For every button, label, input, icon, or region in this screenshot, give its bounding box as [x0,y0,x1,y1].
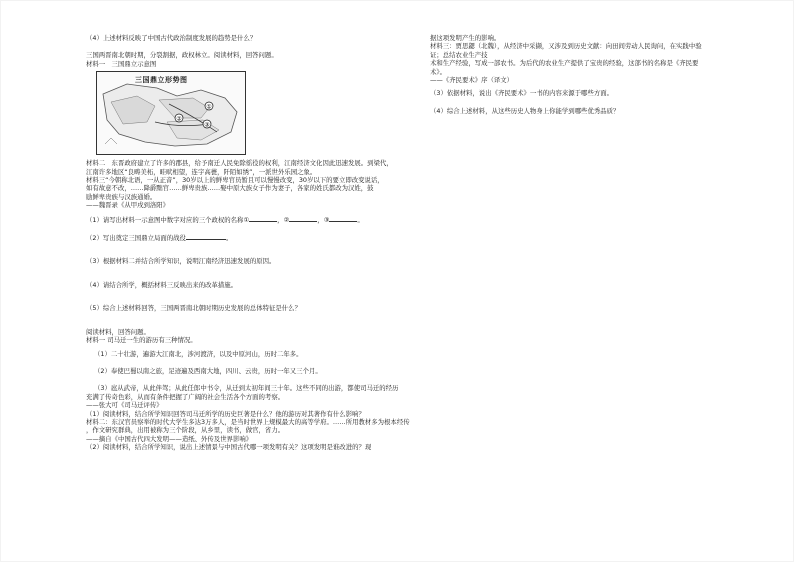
list-item-continued: 充满了传奇色彩，从而有条件把握了广阔的社会生活各个方面的考察。 [86,392,285,401]
section-intro: 阅读材料，回答问题。 [86,327,150,336]
map-title: 三国鼎立形势图 [135,76,188,85]
list-item: （3）扈从武帝，从此伴驾；从此任郎中书令，从迁到太初年间三十年。这些不同的出游，都使司马迁的经历 [94,384,399,393]
left-column [86,34,428,452]
question-text: （4）综合上述材料，从这些历史人物身上你能学到哪些优秀品质？ [430,106,620,115]
material-text-line: 如有故意不改，……降爵黜官……鲜卑贵族……娶中原大族女子作为妻子，各家的姓氏都改为汉姓，鼓 [86,184,374,193]
material-text-line: 材料三“今朝称北语，一从正音”，30岁以上的鲜卑官员暂且可以慢慢改变，30岁以下的要立即改变说话， [86,176,384,185]
map-marker-1: ① [206,103,212,111]
question-text: （3）依据材料，说出《齐民要术》一书的内容来源于哪些方面。 [430,89,614,98]
material-source: ——张大可《司马迁评传》 [86,401,163,410]
material-label: 材料一 司马迁一生的游历有三种情况。 [86,336,197,345]
question-text: （1）阅读材料，结合所学知识回答司马迁所学的历史巨著是什么？他的游历对其著作有什么影响？ [86,409,365,418]
material-text-line: 术和生产经验，写成一部农书。为后代的农业生产提供了宝贵的经验，这部书的名称是《齐民要术》。 [430,59,699,76]
material-source: ——摘自《中国古代四大发明——造纸、外传及世界影响》 [86,434,253,443]
question-text: （2）阅读材料，结合所学知识，说出上述情景与中国古代哪一项发明有关？这项发明是谁改进的？现 [86,443,372,452]
material-text-line: 材料二 东晋政府建立了许多的郡县，给予南迁人民免除徭役的权利，江南经济文化因此迅速发展。到梁代， [86,159,393,168]
answer-blank[interactable] [329,215,357,222]
question-text: （3）根据材料二并结合所学知识，说明江南经济迅速发展的原因。 [86,257,276,266]
answer-blank[interactable] [249,215,277,222]
material-text-line: 材料二：东汉官员察举的时代大学生多达3万多人，是当时世界上规模最大的高等学府。……所用教材多为根本经传 [86,417,410,426]
answer-blank[interactable] [186,233,226,240]
map-marker-2: ② [176,115,182,123]
question-text: （4）请结合所学，概括材料三反映出来的改革措施。 [86,280,238,289]
material-label: 材料一 三国鼎立示意图 [86,59,157,68]
question-text: （1）请写出材料一示意图中数字对应的三个政权的名称① ，② ，③ 。 [86,215,364,224]
material-text-line: 江南许多地区“良畴美柘，畦畎相望，连宇高甍，阡陌如绣”，一派世外乐园之象。 [86,167,317,176]
material-source: ——《齐民要术》序（译文） [430,76,514,85]
question-text: （2）写出奠定三国鼎立局面的战役 。 [86,234,233,243]
list-item: （2）奉使巴蜀以南之旅，足迹遍及西南大地，四川、云贵，历时一年又三个月。 [94,366,322,375]
answer-blank[interactable] [289,215,317,222]
three-kingdoms-map [96,71,246,155]
right-column [430,34,708,115]
material-source: ——魏晋录《从甲戌到洛阳》 [86,201,170,210]
material-text-line: 励鲜卑贵族与汉族通婚。 [86,192,157,201]
material-text-line: 材料三：贾思勰（北魏），从经济中采撷，又涉及到历史文献：向田间劳动人民询问，在实践中验证；总结农业生产技 [430,42,702,59]
list-item: （1）二十壮游，遍游大江南北，涉河渡济，以及中原河山，历时二年多。 [94,349,303,358]
map-marker-3: ③ [204,121,210,129]
material-text-line: ，作文研究群典，出用被称为三个阶段，从乡里，读书，做官，省力。 [86,426,285,435]
question-text: （5）综合上述材料回答，三国两晋南北朝时期历史发展的总体特征是什么？ [86,304,301,313]
question-text: （4）上述材料反映了中国古代政治制度发展的趋势是什么？ [86,34,257,42]
section-intro: 三国两晋南北朝时期，分裂割据，政权林立。阅读材料，回答问题。 [86,51,278,60]
question-continued: 据这项发明产生的影响。 [430,34,501,42]
